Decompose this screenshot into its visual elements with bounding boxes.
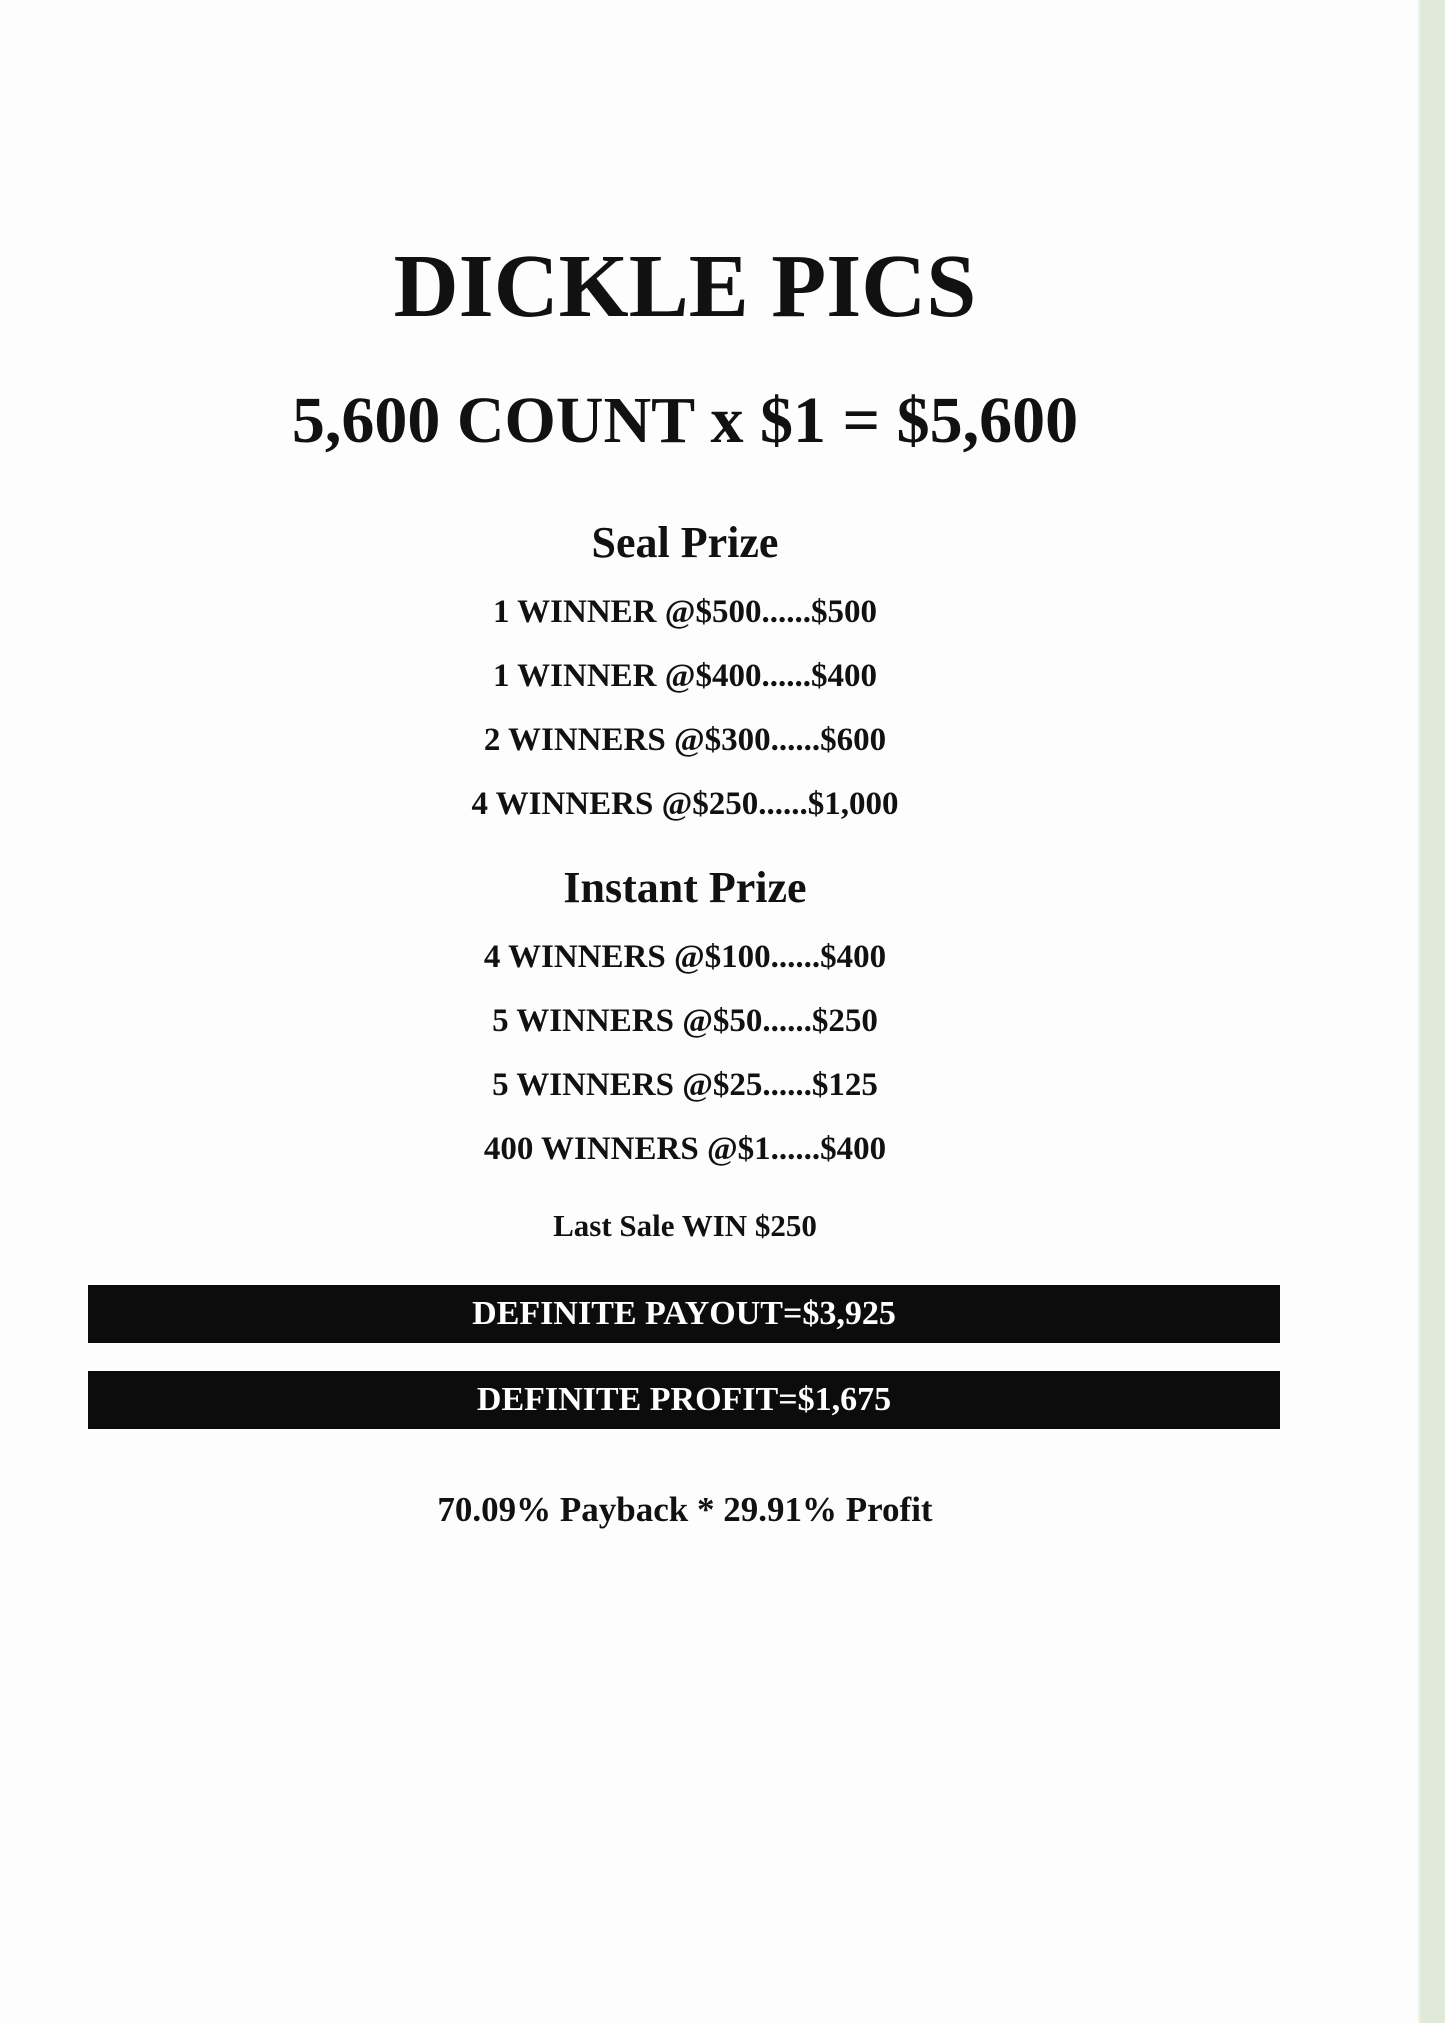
last-sale-note: Last Sale WIN $250 bbox=[553, 1208, 817, 1243]
instant-prize-row: 5 WINNERS @$50......$250 bbox=[492, 1003, 878, 1039]
right-edge-strip bbox=[1418, 0, 1445, 2023]
payback-summary: 70.09% Payback * 29.91% Profit bbox=[437, 1490, 933, 1529]
seal-prize-row: 2 WINNERS @$300......$600 bbox=[483, 722, 887, 758]
instant-prize-row: 4 WINNERS @$100......$400 bbox=[483, 939, 887, 975]
seal-prize-heading: Seal Prize bbox=[591, 518, 779, 567]
instant-prize-row: 400 WINNERS @$1......$400 bbox=[483, 1131, 887, 1167]
seal-prize-row: 1 WINNER @$500......$500 bbox=[493, 594, 877, 630]
seal-prize-list bbox=[0, 590, 1370, 846]
definite-profit-bar: DEFINITE PROFIT=$1,675 bbox=[88, 1371, 1280, 1429]
count-subtitle: 5,600 COUNT x $1 = $5,600 bbox=[291, 384, 1079, 457]
right-edge-divider bbox=[1418, 0, 1420, 2023]
instant-prize-list bbox=[0, 935, 1370, 1191]
seal-prize-row: 4 WINNERS @$250......$1,000 bbox=[471, 786, 899, 822]
flyer-title: DICKLE PICS bbox=[393, 237, 977, 336]
instant-prize-heading: Instant Prize bbox=[563, 863, 807, 912]
definite-payout-bar: DEFINITE PAYOUT=$3,925 bbox=[88, 1285, 1280, 1343]
instant-prize-row: 5 WINNERS @$25......$125 bbox=[492, 1067, 878, 1103]
seal-prize-row: 1 WINNER @$400......$400 bbox=[493, 658, 877, 694]
